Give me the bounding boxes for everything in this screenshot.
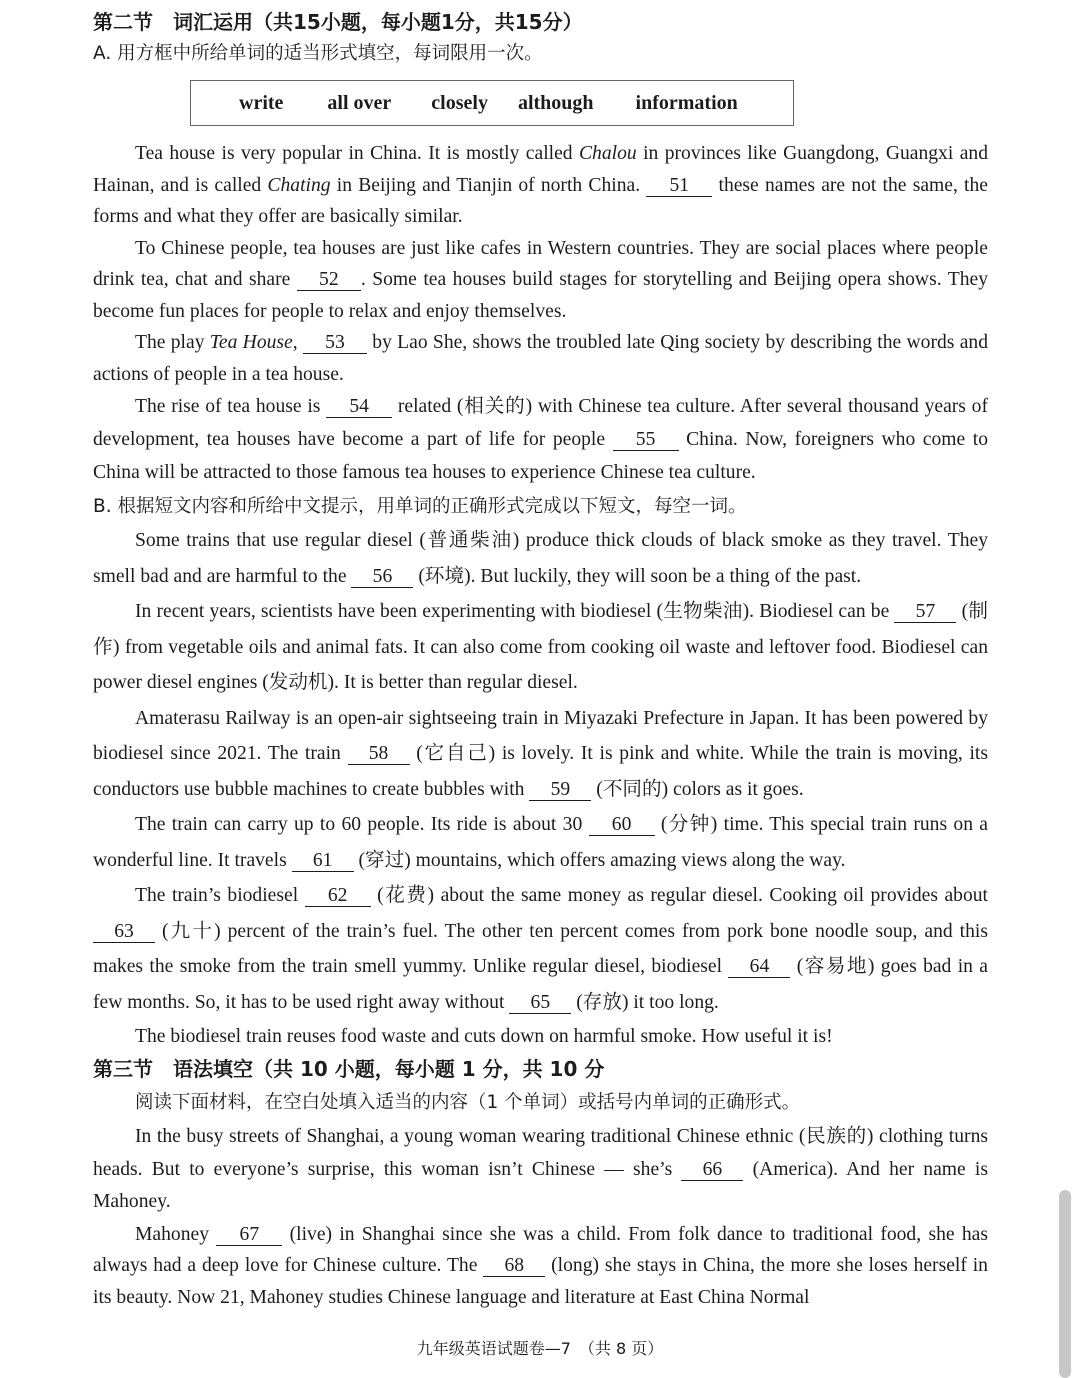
passageA-paragraph: To Chinese people, tea houses are just like cafes in Western countries. They are social places where people drink tea, chat and share 52 . Some tea houses build stages for storytelling and Beijing opera shows. They become fun places for people to relax and enjoy themselves.: [93, 237, 988, 322]
passageB-paragraph: The train’s biodiesel 62 (花费) about the same money as regular diesel. Cooking oil provides about 63 (九十) percent of the train’s fuel. The other ten percent comes from pork bone noodle soup, and this makes the smoke from the train smell yummy. Unlike regular diesel, biodiesel 64 (容易地) goes bad in a few months. So, it has to be used right away without 65 (存放) it too long.: [93, 885, 989, 1013]
answer-blank-58[interactable]: 58: [348, 744, 410, 765]
word-box-item: write: [239, 91, 284, 114]
word-box-item: information: [635, 91, 738, 114]
partB-instruction: B. 根据短文内容和所给中文提示，用单词的正确形式完成以下短文，每空一词。: [93, 496, 747, 517]
passageB-paragraph: The biodiesel train reuses food waste and cuts down on harmful smoke. How useful it is!: [135, 1026, 833, 1047]
answer-blank-68[interactable]: 68: [483, 1256, 545, 1277]
passageB-paragraph: The train can carry up to 60 people. Its ride is about 30 60 (分钟) time. This special train runs on a wonderful line. It travels 61 (穿过) mountains, which offers amazing views along the way.: [93, 814, 988, 871]
passageB-paragraph: Some trains that use regular diesel (普通柴油) produce thick clouds of black smoke as they travel. They smell bad and are harmful to the 56 (环境). But luckily, they will soon be a thing of the past.: [93, 530, 988, 587]
answer-blank-57[interactable]: 57: [894, 602, 956, 623]
answer-blank-52[interactable]: 52: [297, 270, 361, 291]
answer-blank-65[interactable]: 65: [509, 993, 571, 1014]
exam-page: [93, 6, 988, 1313]
word-box: [190, 80, 794, 126]
section3-paragraph: Mahoney 67 (live) in Shanghai since she was a child. From folk dance to traditional food, she has always had a deep love for Chinese culture. The 68 (long) she stays in China, the more she loses herself in its beauty. Now 21, Mahoney studies Chinese language and literature at East China Normal: [93, 1223, 988, 1308]
passageB-paragraph: In recent years, scientists have been experimenting with biodiesel (生物柴油). Biodiesel can be 57 (制作) from vegetable oils and animal fats. It can also come from cooking oil waste and leftover food. Biodiesel can power diesel engines (发动机). It is better than regular diesel.: [93, 601, 988, 693]
passageA-paragraph: The play Tea House, 53 by Lao She, shows the troubled late Qing society by describing the words and actions of people in a tea house.: [93, 332, 989, 385]
answer-blank-67[interactable]: 67: [216, 1225, 282, 1246]
answer-blank-60[interactable]: 60: [589, 815, 655, 836]
word-box-item: all over: [327, 91, 392, 114]
answer-blank-53[interactable]: 53: [303, 333, 367, 354]
scrollbar-thumb[interactable]: [1059, 1190, 1071, 1378]
section3-paragraph: In the busy streets of Shanghai, a young woman wearing traditional Chinese ethnic (民族的) clothing turns heads. But to everyone’s surprise, this woman isn’t Chinese — she’s 66 (America). And her name is Mahoney.: [93, 1126, 988, 1212]
answer-blank-56[interactable]: 56: [351, 567, 413, 588]
answer-blank-62[interactable]: 62: [305, 886, 371, 907]
section3-heading: 第三节 语法填空（共 10 小题，每小题 1 分，共 10 分: [93, 1057, 605, 1081]
answer-blank-66[interactable]: 66: [681, 1160, 743, 1181]
word-box-item: although: [517, 91, 594, 114]
answer-blank-61[interactable]: 61: [292, 851, 354, 872]
section3-instruction: 阅读下面材料，在空白处填入适当的内容（1 个单词）或括号内单词的正确形式。: [135, 1092, 801, 1113]
word-box-item: closely: [431, 91, 488, 114]
passageA-paragraph: The rise of tea house is 54 related (相关的) with Chinese tea culture. After several thousand years of development, tea houses have become a part of life for people 55 China. Now, foreigners who come to China will be attracted to those famous tea houses to experience Chinese tea culture.: [93, 396, 988, 483]
answer-blank-55[interactable]: 55: [613, 430, 679, 451]
partA-instruction: A. 用方框中所给单词的适当形式填空，每词限用一次。: [93, 43, 543, 64]
passageA-paragraph: Tea house is very popular in China. It is mostly called Chalou in provinces like Guangdong, Guangxi and Hainan, and is called Chating in Beijing and Tianjin of north China. 51 these names are not the same, the forms and what they offer are basically similar.: [93, 143, 988, 227]
page-footer: 九年级英语试题卷—7 （共 8 页）: [416, 1339, 664, 1358]
answer-blank-64[interactable]: 64: [728, 957, 790, 978]
answer-blank-63[interactable]: 63: [93, 922, 155, 943]
answer-blank-59[interactable]: 59: [529, 780, 591, 801]
answer-blank-51[interactable]: 51: [646, 176, 712, 197]
section2-heading: 第二节 词汇运用（共15小题，每小题1分，共15分）: [93, 10, 583, 34]
answer-blank-54[interactable]: 54: [326, 397, 392, 418]
passageB-paragraph: Amaterasu Railway is an open-air sightseeing train in Miyazaki Prefecture in Japan. It has been powered by biodiesel since 2021. The train 58 (它自己) is lovely. It is pink and white. While the train is moving, its conductors use bubble machines to create bubbles with 59 (不同的) colors as it goes.: [93, 707, 989, 800]
